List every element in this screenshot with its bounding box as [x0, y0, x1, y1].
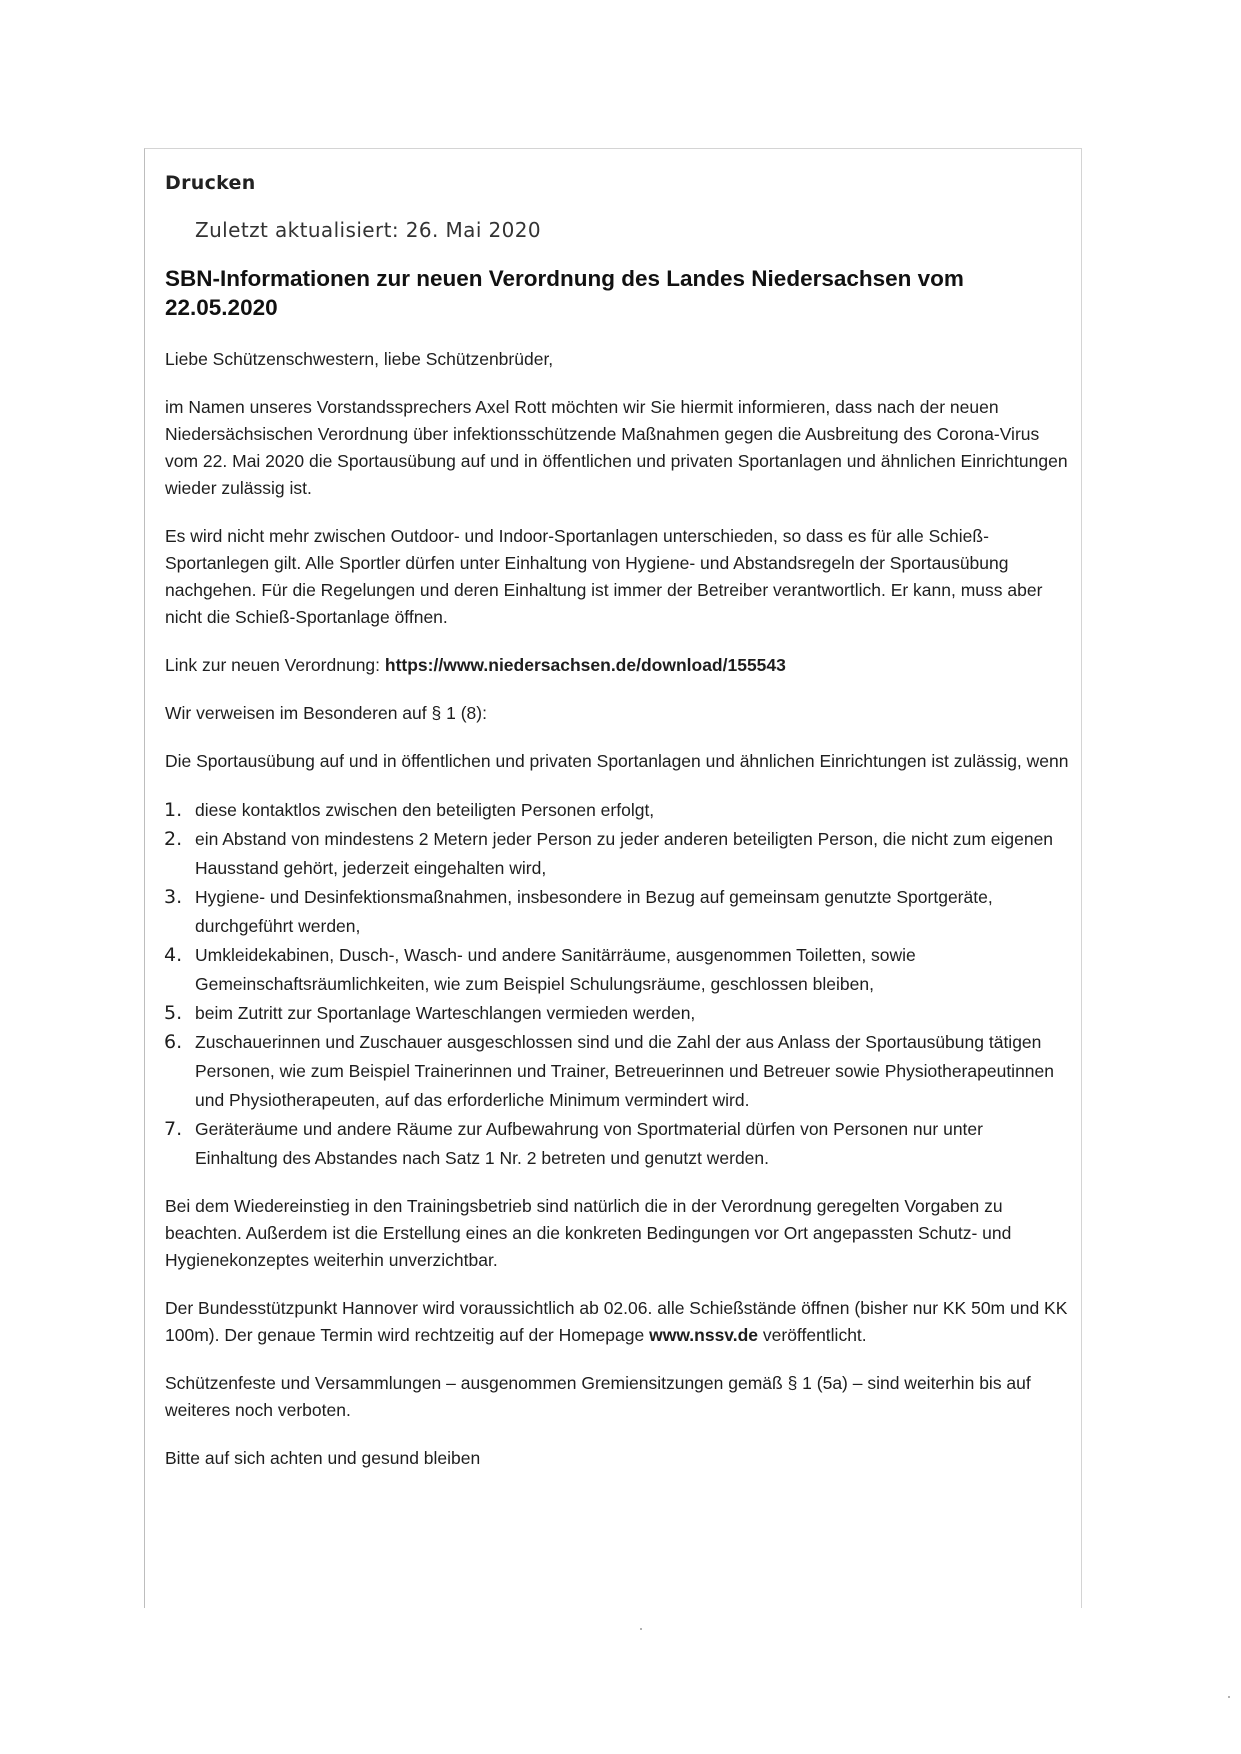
paragraph-bundesstuetzpunkt	[165, 1295, 1070, 1349]
paragraph-reference: Wir verweisen im Besonderen auf § 1 (8):	[165, 703, 487, 723]
list-item	[165, 883, 1070, 941]
homepage-link[interactable]: www.nssv.de	[649, 1325, 759, 1345]
list-text: Umkleidekabinen, Dusch-, Wasch- und andere Sanitärräume, ausgenommen Toiletten, sowie Gemeinschaftsräumlichkeiten, wie zum Beispiel Schulungsräume, geschlossen bleiben,	[195, 945, 916, 994]
print-link[interactable]: Drucken	[165, 172, 256, 194]
list-item	[165, 825, 1070, 883]
list-text: beim Zutritt zur Sportanlage Warteschlangen vermieden werden,	[195, 1003, 696, 1023]
list-number: 2.	[164, 828, 183, 850]
list-text: ein Abstand von mindestens 2 Metern jeder Person zu jeder anderen beteiligten Person, die nicht zum eigenen Hausstand gehört, jederzeit eingehalten wird,	[195, 829, 1054, 878]
list-item	[165, 796, 1070, 825]
list-number: 5.	[164, 1002, 183, 1024]
greeting: Liebe Schützenschwestern, liebe Schützenbrüder,	[165, 349, 554, 369]
paragraph-text-end: veröffentlicht.	[758, 1325, 867, 1345]
rules-list	[165, 796, 1070, 1173]
list-text: Hygiene- und Desinfektionsmaßnahmen, insbesondere in Bezug auf gemeinsam genutzte Sportgeräte, durchgeführt werden,	[195, 887, 993, 936]
article-content	[165, 172, 1070, 1493]
list-item	[165, 999, 1070, 1028]
regulation-link[interactable]: https://www.niedersachsen.de/download/155543	[384, 655, 786, 675]
list-number: 3.	[164, 886, 183, 908]
paragraph-sportanlagen: Es wird nicht mehr zwischen Outdoor- und Indoor-Sportanlagen unterschieden, so dass es für alle Schieß-Sportanlegen gilt. Alle Sportler dürfen unter Einhaltung von Hygiene- und Abstandsregeln der Sportausübung nachgehen. Für die Regelungen und deren Einhaltung ist immer der Betreiber verantwortlich. Er kann, muss aber nicht die Schieß-Sportanlage öffnen.	[165, 526, 1043, 627]
list-number: 7.	[164, 1118, 183, 1140]
paragraph-link	[165, 652, 1070, 679]
list-text: Zuschauerinnen und Zuschauer ausgeschlossen sind und die Zahl der aus Anlass der Sportausübung tätigen Personen, wie zum Beispiel Trainerinnen und Trainer, Betreuerinnen und Betreuer sowie Physiotherapeutinnen und Physiotherapeuten, auf das erforderliche Minimum vermindert wird.	[195, 1032, 1054, 1110]
list-text: Geräteräume und andere Räume zur Aufbewahrung von Sportmaterial dürfen von Personen nur unter Einhaltung des Abstandes nach Satz 1 Nr. 2 betreten und genutzt werden.	[195, 1119, 983, 1168]
paragraph-events: Schützenfeste und Versammlungen – ausgenommen Gremiensitzungen gemäß § 1 (5a) – sind weiterhin bis auf weiteres noch verboten.	[165, 1373, 1031, 1420]
paragraph-text: Der Bundesstützpunkt Hannover wird voraussichtlich ab 02.06. alle Schießstände öffnen (bisher nur KK 50m und KK 100m). Der genaue Termin wird rechtzeitig auf der Homepage	[165, 1298, 1068, 1345]
link-prefix: Link zur neuen Verordnung:	[165, 655, 385, 675]
scan-speck	[640, 1628, 642, 1630]
scan-speck	[1228, 1696, 1230, 1698]
last-updated: Zuletzt aktualisiert: 26. Mai 2020	[195, 218, 542, 242]
closing-line: Bitte auf sich achten und gesund bleiben	[165, 1448, 481, 1468]
list-number: 1.	[164, 799, 183, 821]
paragraph-training: Bei dem Wiedereinstieg in den Trainingsbetrieb sind natürlich die in der Verordnung geregelten Vorgaben zu beachten. Außerdem ist die Erstellung eines an die konkreten Bedingungen vor Ort angepassten Schutz- und Hygienekonzeptes weiterhin unverzichtbar.	[165, 1196, 1012, 1270]
article-title: SBN-Informationen zur neuen Verordnung des Landes Niedersachsen vom 22.05.2020	[165, 266, 964, 320]
list-text: diese kontaktlos zwischen den beteiligten Personen erfolgt,	[195, 800, 655, 820]
list-number: 4.	[164, 944, 183, 966]
paragraph-intro: im Namen unseres Vorstandssprechers Axel Rott möchten wir Sie hiermit informieren, dass nach der neuen Niedersächsischen Verordnung über infektionsschützende Maßnahmen gegen die Ausbreitung des Corona-Virus vom 22. Mai 2020 die Sportausübung auf und in öffentlichen und privaten Sportanlagen und ähnlichen Einrichtungen wieder zulässig ist.	[165, 397, 1068, 498]
list-item	[165, 941, 1070, 999]
list-item	[165, 1028, 1070, 1115]
paragraph-rules-intro: Die Sportausübung auf und in öffentlichen und privaten Sportanlagen und ähnlichen Einrichtungen ist zulässig, wenn	[165, 751, 1069, 771]
list-item	[165, 1115, 1070, 1173]
list-number: 6.	[164, 1031, 183, 1053]
